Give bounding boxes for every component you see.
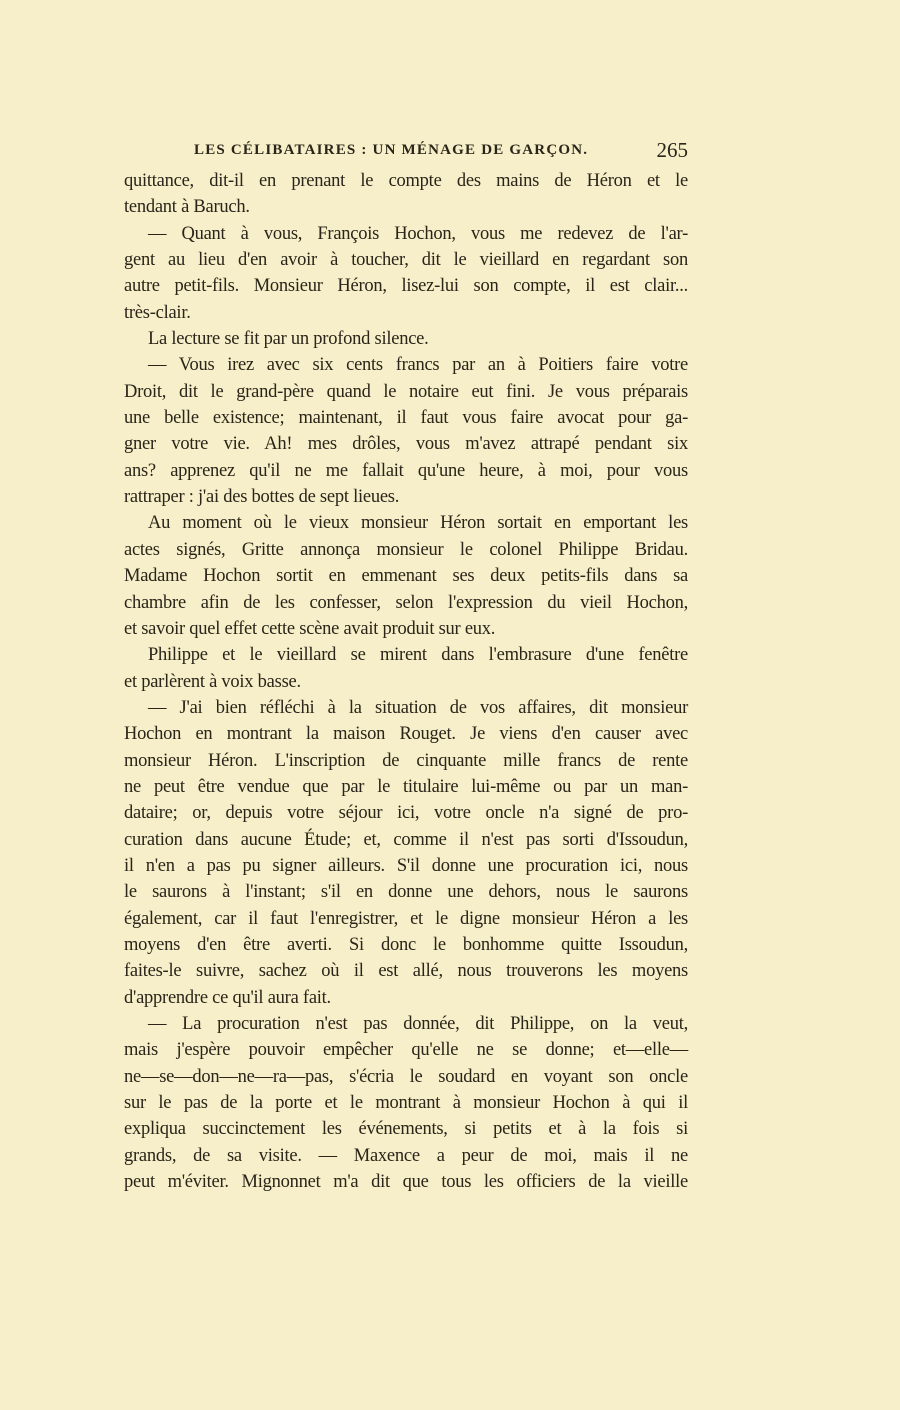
text-line: — Quant à vous, François Hochon, vous me redevez de l'ar- bbox=[148, 223, 688, 244]
text-line: peut m'éviter. Mignonnet m'a dit que tous les officiers de la vieille bbox=[124, 1172, 688, 1193]
text-line: gent au lieu d'en avoir à toucher, dit le vieillard en regardant son bbox=[124, 250, 688, 271]
text-line: moyens d'en être averti. Si donc le bonhomme quitte Issoudun, bbox=[124, 934, 688, 955]
text-line: gner votre vie. Ah! mes drôles, vous m'avez attrapé pendant six bbox=[124, 434, 688, 455]
text-line: une belle existence; maintenant, il faut vous faire avocat pour ga- bbox=[124, 408, 688, 429]
text-line: — J'ai bien réfléchi à la situation de vos affaires, dit monsieur bbox=[148, 697, 688, 718]
text-line: tendant à Baruch. bbox=[124, 197, 250, 218]
page-header bbox=[124, 138, 688, 164]
text-line: — La procuration n'est pas donnée, dit Philippe, on la veut, bbox=[148, 1014, 688, 1034]
text-line: Droit, dit le grand-père quand le notaire eut fini. Je vous préparais bbox=[124, 381, 688, 402]
text-line: La lecture se fit par un profond silence. bbox=[148, 329, 429, 350]
text-line: Hochon en montrant la maison Rouget. Je viens d'en causer avec bbox=[124, 724, 688, 745]
text-line: également, car il faut l'enregistrer, et le digne monsieur Héron a les bbox=[124, 908, 688, 929]
text-line: le saurons à l'instant; s'il en donne une dehors, nous le saurons bbox=[124, 882, 688, 903]
text-line: dataire; or, depuis votre séjour ici, votre oncle n'a signé de pro- bbox=[124, 803, 688, 824]
text-line: autre petit-fils. Monsieur Héron, lisez-lui son compte, il est clair... bbox=[124, 276, 688, 297]
text-line: grands, de sa visite. — Maxence a peur de moi, mais il ne bbox=[124, 1145, 688, 1166]
text-line: chambre afin de les confesser, selon l'expression du vieil Hochon, bbox=[124, 592, 688, 613]
text-line: faites-le suivre, sachez où il est allé, nous trouverons les moyens bbox=[124, 961, 688, 982]
text-line: — Vous irez avec six cents francs par an à Poitiers faire votre bbox=[148, 355, 688, 376]
text-line: d'apprendre ce qu'il aura fait. bbox=[124, 987, 331, 1008]
text-line: et parlèrent à voix basse. bbox=[124, 671, 301, 692]
text-line: actes signés, Gritte annonça monsieur le colonel Philippe Bridau. bbox=[124, 539, 688, 560]
text-line: Au moment où le vieux monsieur Héron sortait en emportant les bbox=[148, 513, 688, 534]
text-line: ans? apprenez qu'il ne me fallait qu'une heure, à moi, pour vous bbox=[124, 460, 688, 481]
text-line: expliqua succinctement les événements, si petits et à la fois si bbox=[124, 1119, 688, 1140]
text-line: mais j'espère pouvoir empêcher qu'elle ne se donne; et—elle— bbox=[124, 1040, 688, 1061]
text-line: ne—se—don—ne—ra—pas, s'écria le soudard en voyant son oncle bbox=[124, 1066, 688, 1087]
text-line: très-clair. bbox=[124, 302, 191, 323]
body-text bbox=[124, 168, 688, 1195]
text-line: rattraper : j'ai des bottes de sept lieues. bbox=[124, 487, 400, 508]
text-line: Madame Hochon sortit en emmenant ses deux petits-fils dans sa bbox=[124, 566, 688, 587]
text-line: il n'en a pas pu signer ailleurs. S'il donne une procuration ici, nous bbox=[124, 855, 688, 876]
text-line: quittance, dit-il en prenant le compte des mains de Héron et le bbox=[124, 171, 688, 191]
page-number: 265 bbox=[656, 138, 688, 162]
text-line: sur le pas de la porte et le montrant à monsieur Hochon à qui il bbox=[124, 1093, 688, 1114]
text-line: Philippe et le vieillard se mirent dans l'embrasure d'une fenêtre bbox=[148, 645, 688, 666]
text-line: monsieur Héron. L'inscription de cinquante mille francs de rente bbox=[124, 750, 688, 771]
text-line: ne peut être vendue que par le titulaire lui-même ou par un man- bbox=[124, 776, 688, 797]
text-line: et savoir quel effet cette scène avait produit sur eux. bbox=[124, 618, 496, 639]
text-line: curation dans aucune Étude; et, comme il n'est pas sorti d'Issoudun, bbox=[124, 829, 688, 850]
running-title: LES CÉLIBATAIRES : UN MÉNAGE DE GARÇON. bbox=[194, 142, 589, 158]
